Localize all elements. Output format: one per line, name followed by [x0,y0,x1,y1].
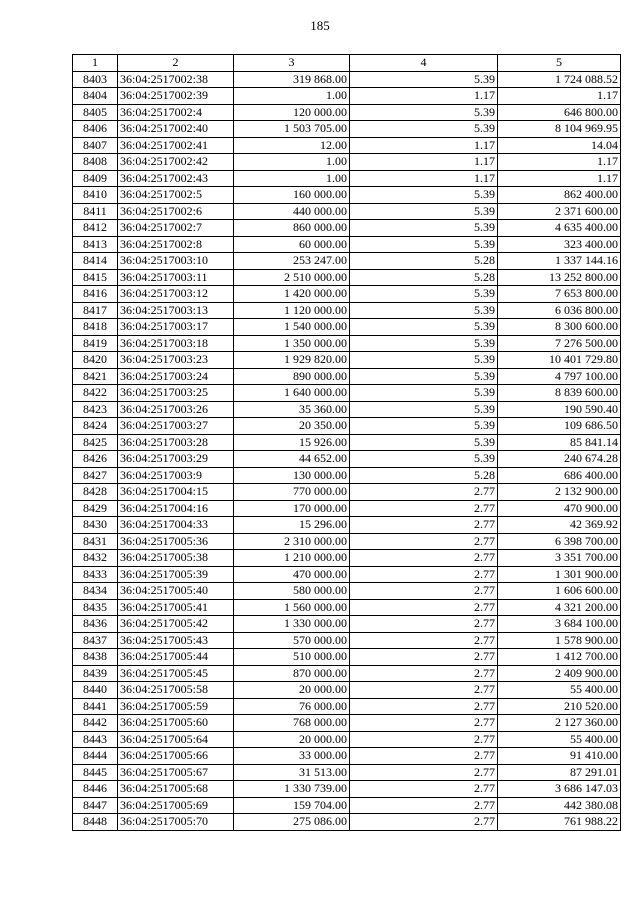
header-row [73,55,621,72]
cadastral-number-cell: 36:04:2517002:38 [118,71,234,88]
area-cell: 1 210 000.00 [234,550,350,567]
row-number-cell: 8443 [73,731,118,748]
rate-cell: 2.77 [350,632,498,649]
rate-cell: 2.77 [350,797,498,814]
cadastral-number-cell: 36:04:2517003:13 [118,302,234,319]
row-number-cell: 8419 [73,335,118,352]
row-number-cell: 8445 [73,764,118,781]
area-cell: 510 000.00 [234,649,350,666]
rate-cell: 1.17 [350,137,498,154]
cadastral-number-cell: 36:04:2517005:44 [118,649,234,666]
table-row [73,220,621,237]
rate-cell: 5.28 [350,253,498,270]
rate-cell: 5.39 [350,302,498,319]
rate-cell: 5.39 [350,71,498,88]
row-number-cell: 8437 [73,632,118,649]
row-number-cell: 8412 [73,220,118,237]
area-cell: 20 000.00 [234,682,350,699]
page-number: 185 [310,18,330,33]
value-cell: 1 606 600.00 [498,583,621,600]
value-cell: 646 800.00 [498,104,621,121]
area-cell: 319 868.00 [234,71,350,88]
table-row [73,401,621,418]
row-number-cell: 8428 [73,484,118,501]
cadastral-number-cell: 36:04:2517005:64 [118,731,234,748]
table-row [73,187,621,204]
row-number-cell: 8438 [73,649,118,666]
value-cell: 470 900.00 [498,500,621,517]
area-cell: 1 330 739.00 [234,781,350,798]
row-number-cell: 8407 [73,137,118,154]
value-cell: 10 401 729.80 [498,352,621,369]
rate-cell: 2.77 [350,748,498,765]
area-cell: 33 000.00 [234,748,350,765]
row-number-cell: 8417 [73,302,118,319]
area-cell: 860 000.00 [234,220,350,237]
row-number-cell: 8405 [73,104,118,121]
rate-cell: 1.17 [350,154,498,171]
area-cell: 1 640 000.00 [234,385,350,402]
table-row [73,269,621,286]
table-row [73,104,621,121]
area-cell: 159 704.00 [234,797,350,814]
rate-cell: 2.77 [350,500,498,517]
rate-cell: 2.77 [350,517,498,534]
table-row [73,566,621,583]
cadastral-number-cell: 36:04:2517005:69 [118,797,234,814]
table-row [73,781,621,798]
table-row [73,203,621,220]
area-cell: 470 000.00 [234,566,350,583]
table-row [73,335,621,352]
row-number-cell: 8420 [73,352,118,369]
cadastral-number-cell: 36:04:2517003:9 [118,467,234,484]
area-cell: 1.00 [234,154,350,171]
cadastral-number-cell: 36:04:2517005:43 [118,632,234,649]
area-cell: 15 296.00 [234,517,350,534]
row-number-cell: 8418 [73,319,118,336]
table-row [73,467,621,484]
table-body [73,71,621,830]
area-cell: 1 503 705.00 [234,121,350,138]
column-header-3: 3 [234,55,350,72]
cadastral-number-cell: 36:04:2517004:15 [118,484,234,501]
rate-cell: 5.39 [350,203,498,220]
area-cell: 253 247.00 [234,253,350,270]
row-number-cell: 8433 [73,566,118,583]
cadastral-number-cell: 36:04:2517005:66 [118,748,234,765]
row-number-cell: 8447 [73,797,118,814]
cadastral-number-cell: 36:04:2517003:26 [118,401,234,418]
cadastral-number-cell: 36:04:2517002:8 [118,236,234,253]
cadastral-number-cell: 36:04:2517003:29 [118,451,234,468]
value-cell: 4 321 200.00 [498,599,621,616]
row-number-cell: 8403 [73,71,118,88]
table-row [73,616,621,633]
area-cell: 20 000.00 [234,731,350,748]
row-number-cell: 8441 [73,698,118,715]
value-cell: 2 127 360.00 [498,715,621,732]
cadastral-number-cell: 36:04:2517004:33 [118,517,234,534]
area-cell: 31 513.00 [234,764,350,781]
cadastral-number-cell: 36:04:2517002:39 [118,88,234,105]
table-row [73,170,621,187]
row-number-cell: 8413 [73,236,118,253]
area-cell: 770 000.00 [234,484,350,501]
table-row [73,484,621,501]
row-number-cell: 8408 [73,154,118,171]
cadastral-number-cell: 36:04:2517005:39 [118,566,234,583]
cadastral-number-cell: 36:04:2517005:40 [118,583,234,600]
rate-cell: 5.39 [350,236,498,253]
value-cell: 14.04 [498,137,621,154]
row-number-cell: 8414 [73,253,118,270]
value-cell: 686 400.00 [498,467,621,484]
table-header [73,55,621,72]
value-cell: 87 291.01 [498,764,621,781]
value-cell: 1 301 900.00 [498,566,621,583]
cadastral-number-cell: 36:04:2517002:40 [118,121,234,138]
cadastral-number-cell: 36:04:2517003:12 [118,286,234,303]
row-number-cell: 8406 [73,121,118,138]
value-cell: 8 300 600.00 [498,319,621,336]
value-cell: 109 686.50 [498,418,621,435]
row-number-cell: 8425 [73,434,118,451]
row-number-cell: 8446 [73,781,118,798]
area-cell: 2 310 000.00 [234,533,350,550]
area-cell: 35 360.00 [234,401,350,418]
row-number-cell: 8416 [73,286,118,303]
area-cell: 1 120 000.00 [234,302,350,319]
cadastral-number-cell: 36:04:2517002:41 [118,137,234,154]
area-cell: 120 000.00 [234,104,350,121]
row-number-cell: 8411 [73,203,118,220]
cadastral-value-table [72,54,621,831]
table-row [73,368,621,385]
value-cell: 6 036 800.00 [498,302,621,319]
row-number-cell: 8423 [73,401,118,418]
value-cell: 6 398 700.00 [498,533,621,550]
cadastral-number-cell: 36:04:2517005:59 [118,698,234,715]
rate-cell: 2.77 [350,731,498,748]
cadastral-number-cell: 36:04:2517005:36 [118,533,234,550]
cadastral-number-cell: 36:04:2517003:27 [118,418,234,435]
rate-cell: 5.39 [350,385,498,402]
area-cell: 275 086.00 [234,814,350,831]
area-cell: 1 540 000.00 [234,319,350,336]
value-cell: 210 520.00 [498,698,621,715]
value-cell: 240 674.28 [498,451,621,468]
table-row [73,583,621,600]
table-row [73,632,621,649]
rate-cell: 5.28 [350,269,498,286]
cadastral-number-cell: 36:04:2517005:58 [118,682,234,699]
table-row [73,71,621,88]
value-cell: 2 371 600.00 [498,203,621,220]
rate-cell: 1.17 [350,88,498,105]
value-cell: 7 653 800.00 [498,286,621,303]
row-number-cell: 8422 [73,385,118,402]
table-row [73,302,621,319]
value-cell: 3 684 100.00 [498,616,621,633]
row-number-cell: 8426 [73,451,118,468]
row-number-cell: 8430 [73,517,118,534]
rate-cell: 2.77 [350,583,498,600]
row-number-cell: 8410 [73,187,118,204]
rate-cell: 2.77 [350,682,498,699]
area-cell: 44 652.00 [234,451,350,468]
table-row [73,88,621,105]
row-number-cell: 8436 [73,616,118,633]
value-cell: 3 686 147.03 [498,781,621,798]
table-row [73,137,621,154]
row-number-cell: 8432 [73,550,118,567]
row-number-cell: 8431 [73,533,118,550]
value-cell: 8 104 969.95 [498,121,621,138]
rate-cell: 1.17 [350,170,498,187]
area-cell: 1.00 [234,88,350,105]
rate-cell: 5.39 [350,319,498,336]
cadastral-number-cell: 36:04:2517005:42 [118,616,234,633]
value-cell: 4 797 100.00 [498,368,621,385]
area-cell: 76 000.00 [234,698,350,715]
rate-cell: 5.39 [350,451,498,468]
rate-cell: 5.39 [350,335,498,352]
row-number-cell: 8434 [73,583,118,600]
area-cell: 20 350.00 [234,418,350,435]
table-row [73,698,621,715]
row-number-cell: 8421 [73,368,118,385]
value-cell: 2 409 900.00 [498,665,621,682]
value-cell: 1.17 [498,88,621,105]
area-cell: 170 000.00 [234,500,350,517]
area-cell: 570 000.00 [234,632,350,649]
cadastral-number-cell: 36:04:2517003:17 [118,319,234,336]
area-cell: 1 560 000.00 [234,599,350,616]
cadastral-number-cell: 36:04:2517003:10 [118,253,234,270]
area-cell: 768 000.00 [234,715,350,732]
table-row [73,451,621,468]
area-cell: 2 510 000.00 [234,269,350,286]
table-row [73,748,621,765]
rate-cell: 2.77 [350,484,498,501]
row-number-cell: 8435 [73,599,118,616]
table-row [73,500,621,517]
value-cell: 323 400.00 [498,236,621,253]
value-cell: 190 590.40 [498,401,621,418]
table-row [73,434,621,451]
value-cell: 7 276 500.00 [498,335,621,352]
value-cell: 1 412 700.00 [498,649,621,666]
area-cell: 1.00 [234,170,350,187]
cadastral-number-cell: 36:04:2517005:60 [118,715,234,732]
rate-cell: 5.39 [350,352,498,369]
table-row [73,385,621,402]
rate-cell: 5.39 [350,220,498,237]
cadastral-number-cell: 36:04:2517005:70 [118,814,234,831]
cadastral-number-cell: 36:04:2517002:42 [118,154,234,171]
cadastral-number-cell: 36:04:2517005:38 [118,550,234,567]
rate-cell: 5.39 [350,368,498,385]
value-cell: 55 400.00 [498,682,621,699]
row-number-cell: 8440 [73,682,118,699]
area-cell: 130 000.00 [234,467,350,484]
area-cell: 1 350 000.00 [234,335,350,352]
column-header-4: 4 [350,55,498,72]
table-row [73,731,621,748]
cadastral-number-cell: 36:04:2517002:5 [118,187,234,204]
cadastral-number-cell: 36:04:2517002:6 [118,203,234,220]
table-row [73,715,621,732]
cadastral-number-cell: 36:04:2517002:4 [118,104,234,121]
table-row [73,253,621,270]
area-cell: 1 929 820.00 [234,352,350,369]
value-cell: 761 988.22 [498,814,621,831]
row-number-cell: 8444 [73,748,118,765]
row-number-cell: 8427 [73,467,118,484]
table-row [73,814,621,831]
rate-cell: 5.39 [350,104,498,121]
area-cell: 1 420 000.00 [234,286,350,303]
cadastral-number-cell: 36:04:2517002:43 [118,170,234,187]
area-cell: 580 000.00 [234,583,350,600]
row-number-cell: 8409 [73,170,118,187]
row-number-cell: 8424 [73,418,118,435]
table-row [73,533,621,550]
rate-cell: 2.77 [350,649,498,666]
value-cell: 1 578 900.00 [498,632,621,649]
cadastral-number-cell: 36:04:2517005:41 [118,599,234,616]
column-header-5: 5 [498,55,621,72]
table-row [73,665,621,682]
cadastral-number-cell: 36:04:2517003:23 [118,352,234,369]
value-cell: 55 400.00 [498,731,621,748]
table-row [73,550,621,567]
cadastral-number-cell: 36:04:2517003:28 [118,434,234,451]
cadastral-number-cell: 36:04:2517003:25 [118,385,234,402]
rate-cell: 2.77 [350,533,498,550]
rate-cell: 2.77 [350,665,498,682]
rate-cell: 2.77 [350,781,498,798]
cadastral-number-cell: 36:04:2517004:16 [118,500,234,517]
value-cell: 1.17 [498,154,621,171]
row-number-cell: 8429 [73,500,118,517]
rate-cell: 5.39 [350,121,498,138]
value-cell: 8 839 600.00 [498,385,621,402]
rate-cell: 2.77 [350,698,498,715]
cadastral-number-cell: 36:04:2517005:68 [118,781,234,798]
table-row [73,352,621,369]
rate-cell: 5.39 [350,401,498,418]
rate-cell: 5.39 [350,187,498,204]
table-row [73,764,621,781]
row-number-cell: 8448 [73,814,118,831]
area-cell: 15 926.00 [234,434,350,451]
column-header-2: 2 [118,55,234,72]
value-cell: 13 252 800.00 [498,269,621,286]
table-row [73,682,621,699]
rate-cell: 2.77 [350,599,498,616]
cadastral-number-cell: 36:04:2517002:7 [118,220,234,237]
value-cell: 1 724 088.52 [498,71,621,88]
rate-cell: 2.77 [350,764,498,781]
cadastral-number-cell: 36:04:2517003:24 [118,368,234,385]
cadastral-number-cell: 36:04:2517003:11 [118,269,234,286]
table-row [73,418,621,435]
area-cell: 1 330 000.00 [234,616,350,633]
value-cell: 42 369.92 [498,517,621,534]
value-cell: 4 635 400.00 [498,220,621,237]
value-cell: 1 337 144.16 [498,253,621,270]
table-row [73,649,621,666]
rate-cell: 5.39 [350,418,498,435]
table-row [73,797,621,814]
value-cell: 85 841.14 [498,434,621,451]
row-number-cell: 8442 [73,715,118,732]
row-number-cell: 8439 [73,665,118,682]
table-row [73,286,621,303]
table-row [73,599,621,616]
rate-cell: 5.39 [350,434,498,451]
area-cell: 870 000.00 [234,665,350,682]
area-cell: 60 000.00 [234,236,350,253]
rate-cell: 5.39 [350,286,498,303]
rate-cell: 2.77 [350,550,498,567]
area-cell: 12.00 [234,137,350,154]
value-cell: 442 380.08 [498,797,621,814]
table-row [73,517,621,534]
cadastral-number-cell: 36:04:2517003:18 [118,335,234,352]
value-cell: 1.17 [498,170,621,187]
area-cell: 160 000.00 [234,187,350,204]
table-row [73,121,621,138]
rate-cell: 2.77 [350,814,498,831]
value-cell: 862 400.00 [498,187,621,204]
rate-cell: 5.28 [350,467,498,484]
value-cell: 91 410.00 [498,748,621,765]
table-row [73,154,621,171]
rate-cell: 2.77 [350,616,498,633]
value-cell: 2 132 900.00 [498,484,621,501]
column-header-1: 1 [73,55,118,72]
value-cell: 3 351 700.00 [498,550,621,567]
row-number-cell: 8404 [73,88,118,105]
table-row [73,236,621,253]
rate-cell: 2.77 [350,566,498,583]
row-number-cell: 8415 [73,269,118,286]
area-cell: 890 000.00 [234,368,350,385]
cadastral-number-cell: 36:04:2517005:45 [118,665,234,682]
area-cell: 440 000.00 [234,203,350,220]
rate-cell: 2.77 [350,715,498,732]
cadastral-number-cell: 36:04:2517005:67 [118,764,234,781]
table-row [73,319,621,336]
